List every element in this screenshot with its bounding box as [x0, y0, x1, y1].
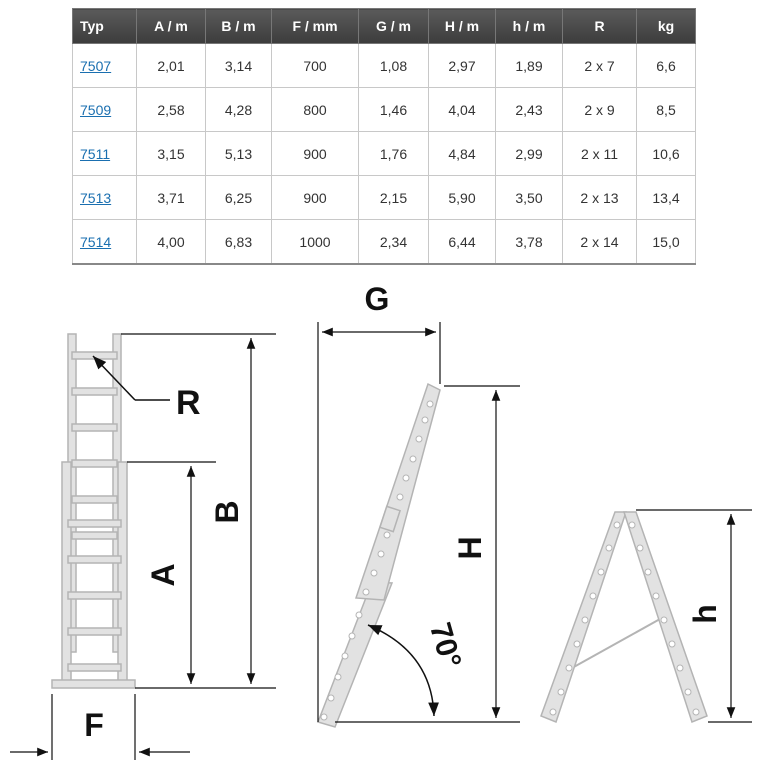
cell-h-lower: 3,78 — [496, 220, 563, 265]
cell-kg: 8,5 — [637, 88, 696, 132]
cell-kg: 13,4 — [637, 176, 696, 220]
leaning-ladder-lower-section — [318, 582, 392, 727]
label-b: B — [209, 500, 245, 524]
cell-r: 2 x 11 — [563, 132, 637, 176]
cell-f: 800 — [272, 88, 359, 132]
header-f: F / mm — [272, 9, 359, 44]
angle-arc — [368, 625, 434, 716]
cell-r: 2 x 7 — [563, 44, 637, 88]
cell-typ[interactable] — [73, 132, 137, 176]
cell-g: 1,08 — [359, 44, 429, 88]
cell-a: 2,58 — [137, 88, 206, 132]
header-h-lower: h / m — [496, 9, 563, 44]
cell-b: 4,28 — [206, 88, 272, 132]
table-row — [73, 88, 696, 132]
product-link[interactable]: 7509 — [80, 101, 112, 118]
product-link[interactable]: 7514 — [80, 233, 112, 250]
label-h-upper: H — [452, 536, 488, 560]
cell-typ[interactable] — [73, 220, 137, 265]
cell-b: 3,14 — [206, 44, 272, 88]
cell-h-upper: 5,90 — [429, 176, 496, 220]
table-row — [73, 176, 696, 220]
table-row — [73, 44, 696, 88]
table-header-row — [73, 9, 696, 44]
label-a: A — [145, 563, 181, 587]
cell-kg: 6,6 — [637, 44, 696, 88]
cell-r: 2 x 14 — [563, 220, 637, 265]
cell-kg: 15,0 — [637, 220, 696, 265]
leaning-ladder — [318, 384, 440, 727]
cell-f: 700 — [272, 44, 359, 88]
cell-b: 6,83 — [206, 220, 272, 265]
cell-h-upper: 6,44 — [429, 220, 496, 265]
header-h-upper: H / m — [429, 9, 496, 44]
cell-typ[interactable] — [73, 44, 137, 88]
header-g: G / m — [359, 9, 429, 44]
label-g: G — [364, 281, 390, 317]
header-typ: Typ — [73, 9, 137, 44]
lower-section-rail-right — [118, 462, 127, 682]
cell-b: 6,25 — [206, 176, 272, 220]
upper-rungs — [72, 352, 117, 539]
lower-section-rail-left — [62, 462, 71, 682]
label-f: F — [84, 707, 104, 743]
cell-h-upper: 4,84 — [429, 132, 496, 176]
label-r: R — [176, 384, 201, 422]
cell-h-lower: 1,89 — [496, 44, 563, 88]
cell-g: 2,15 — [359, 176, 429, 220]
a-frame-ladder — [541, 512, 707, 722]
ladder-base-bar — [52, 680, 135, 688]
cell-a: 3,71 — [137, 176, 206, 220]
cell-a: 3,15 — [137, 132, 206, 176]
header-b: B / m — [206, 9, 272, 44]
product-link[interactable]: 7511 — [80, 145, 111, 162]
product-link[interactable]: 7513 — [80, 189, 112, 206]
cell-g: 2,34 — [359, 220, 429, 265]
cell-h-upper: 2,97 — [429, 44, 496, 88]
label-h-lower: h — [687, 604, 723, 624]
table-row — [73, 220, 696, 265]
product-link[interactable]: 7507 — [80, 57, 112, 74]
cell-r: 2 x 9 — [563, 88, 637, 132]
leaning-ladder-upper-section — [356, 384, 440, 600]
a-frame-rung-holes — [550, 522, 699, 715]
cell-typ[interactable] — [73, 176, 137, 220]
cell-a: 2,01 — [137, 44, 206, 88]
cell-r: 2 x 13 — [563, 176, 637, 220]
ladder-diagram — [0, 270, 762, 773]
cell-f: 900 — [272, 132, 359, 176]
cell-g: 1,46 — [359, 88, 429, 132]
cell-g: 1,76 — [359, 132, 429, 176]
cell-kg: 10,6 — [637, 132, 696, 176]
spec-table — [72, 8, 696, 265]
header-kg: kg — [637, 9, 696, 44]
cell-a: 4,00 — [137, 220, 206, 265]
cell-h-lower: 2,99 — [496, 132, 563, 176]
dimension-g — [318, 322, 440, 722]
cell-h-lower: 3,50 — [496, 176, 563, 220]
cell-h-upper: 4,04 — [429, 88, 496, 132]
header-a: A / m — [137, 9, 206, 44]
cell-typ[interactable] — [73, 88, 137, 132]
cell-f: 900 — [272, 176, 359, 220]
header-r: R — [563, 9, 637, 44]
label-angle: 70° — [423, 619, 468, 672]
cell-h-lower: 2,43 — [496, 88, 563, 132]
cell-b: 5,13 — [206, 132, 272, 176]
table-row — [73, 132, 696, 176]
cell-f: 1000 — [272, 220, 359, 265]
